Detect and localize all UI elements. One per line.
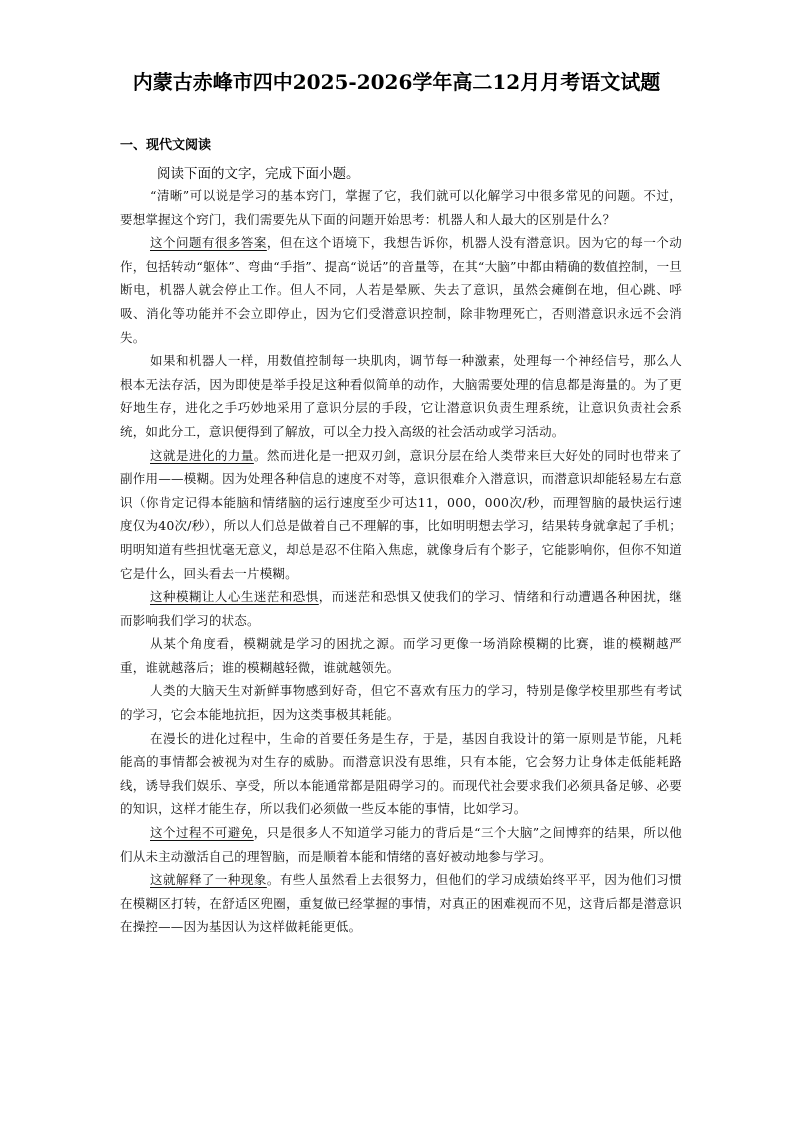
underlined-phrase: 这个过程不可避免 [150,825,254,841]
exam-title: 内蒙古赤峰市四中2025-2026学年高二12月月考语文试题 [132,70,661,94]
paragraph: 这就解释了一种现象。有些人虽然看上去很努力，但他们的学习成绩始终平平，因为他们习惯在模糊区打转，在舒适区兜圈，重复做已经掌握的事情，对真正的困难视而不见，这背后都是潜意识在操控——因为基因认为这样做耗能更低。 [120,872,682,935]
underlined-phrase: 这种模糊让人心生迷茫和恐惧 [150,589,319,605]
section-heading: 一、现代文阅读 [120,138,212,153]
passage-body [120,184,682,939]
underlined-phrase: 这个问题有很多答案 [150,235,267,251]
paragraph: 这就是进化的力量。然而进化是一把双刃剑，意识分层在给人类带来巨大好处的同时也带来了副作用——模糊。因为处理各种信息的速度不对等，意识很难介入潜意识，而潜意识却能轻易左右意识（你肯定记得本能脑和情绪脑的运行速度至少可达11，000，000次/秒，而理智脑的最快运行速度仅为40次/秒），所以人们总是做着自己不理解的事，比如明明想去学习，结果转身就拿起了手机；明明知道有些担忧毫无意义，却总是忍不住陷入焦虑，就像身后有个影子，它能影响你，但你不知道它是什么，回头看去一片模糊。 [120,447,682,581]
underlined-phrase: 这就是进化的力量 [150,447,254,463]
paragraph: 这个问题有很多答案，但在这个语境下，我想告诉你，机器人没有潜意识。因为它的每一个动作，包括转动“躯体”、弯曲“手指”、提高“说话”的音量等，在其“大脑”中都由精确的数值控制，一旦断电，机器人就会停止工作。但人不同，人若是晕厥、失去了意识，虽然会瘫倒在地，但心跳、呼吸、消化等功能并不会立即停止，因为它们受潜意识控制，除非物理死亡，否则潜意识永远不会消失。 [120,235,682,345]
paragraph: 如果和机器人一样，用数值控制每一块肌肉，调节每一种激素，处理每一个神经信号，那么人根本无法存活，因为即使是举手投足这种看似简单的动作，大脑需要处理的信息都是海量的。为了更好地生存，进化之手巧妙地采用了意识分层的手段，它让潜意识负责生理系统，让意识负责社会系统，如此分工，意识便得到了解放，可以全力投入高级的社会活动或学习活动。 [120,353,682,439]
paragraph: 从某个角度看，模糊就是学习的困扰之源。而学习更像一场消除模糊的比赛，谁的模糊越严重，谁就越落后；谁的模糊越轻微，谁就越领先。 [120,636,682,675]
paragraph: 人类的大脑天生对新鲜事物感到好奇，但它不喜欢有压力的学习，特别是像学校里那些有考试的学习，它会本能地抗拒，因为这类事极其耗能。 [120,683,682,723]
paragraph: 这种模糊让人心生迷茫和恐惧，而迷茫和恐惧又使我们的学习、情绪和行动遭遇各种困扰，继而影响我们学习的状态。 [120,589,682,628]
paragraph: 这个过程不可避免，只是很多人不知道学习能力的背后是“三个大脑”之间博弈的结果，所以他们从未主动激活自己的理智脑，而是顺着本能和情绪的喜好被动地参与学习。 [120,825,682,864]
paragraph: 在漫长的进化过程中，生命的首要任务是生存，于是，基因自我设计的第一原则是节能，凡耗能高的事情都会被视为对生存的威胁。而潜意识没有思维，只有本能，它会努力让身体走低能耗路线，诱导我们娱乐、享受，所以本能通常都是阻碍学习的。而现代社会要求我们必须具备足够、必要的知识，这样才能生存，所以我们必须做一些反本能的事情，比如学习。 [120,730,682,817]
underlined-phrase: 这就解释了一种现象 [150,872,267,888]
paragraph: “清晰”可以说是学习的基本窍门，掌握了它，我们就可以化解学习中很多常见的问题。不过，要想掌握这个窍门，我们需要先从下面的问题开始思考：机器人和人最大的区别是什么？ [120,188,682,227]
reading-instruction: 阅读下面的文字，完成下面小题。 [157,166,360,182]
